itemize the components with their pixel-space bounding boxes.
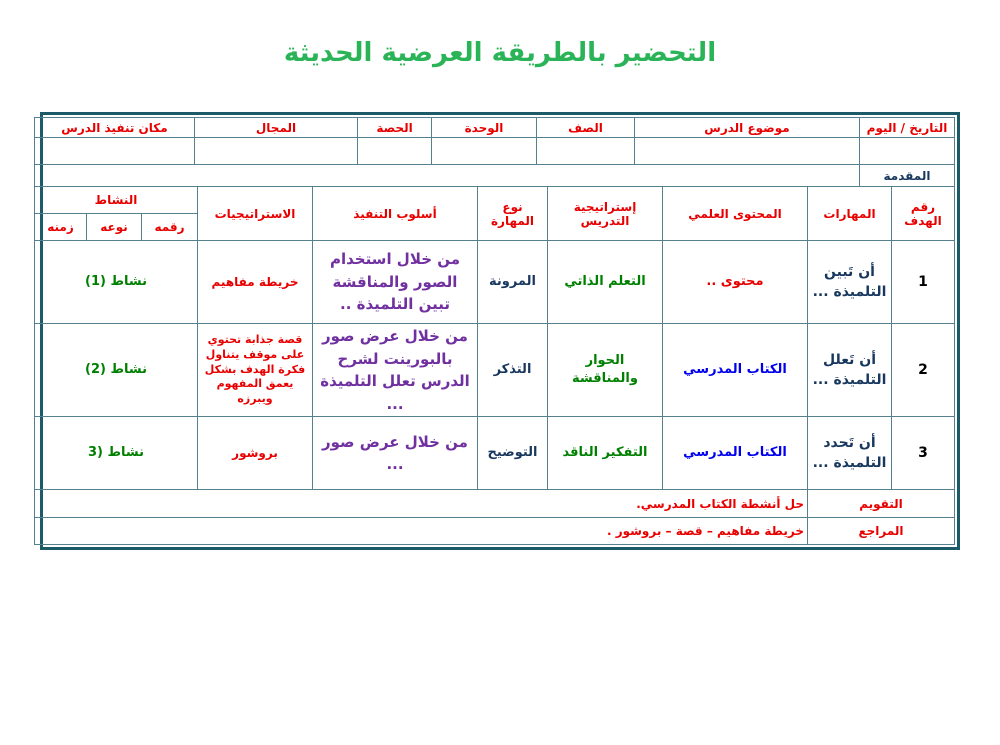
references-row xyxy=(35,518,955,545)
goal-number-cell: 3 xyxy=(892,417,955,490)
execution-method-cell: من خلال عرض صور ... xyxy=(313,417,478,490)
execution-method-cell: من خلال استخدام الصور والمناقشة تبين التلميذة .. xyxy=(313,241,478,324)
period-header: الحصة xyxy=(358,118,432,138)
activity-cell: نشاط (1) xyxy=(34,241,197,324)
place-header: مكان تنفيذ الدرس xyxy=(35,118,195,138)
scientific-content-cell: الكتاب المدرسي xyxy=(663,324,808,417)
introduction-row xyxy=(35,165,955,187)
scientific-content-header: المحتوى العلمي xyxy=(663,187,808,241)
lesson-subject-value xyxy=(635,138,860,165)
page-title: التحضير بالطريقة العرضية الحديثة xyxy=(283,38,717,68)
goal-number-header: رقم الهدف xyxy=(892,187,955,241)
unit-value xyxy=(432,138,537,165)
goals-header-row xyxy=(34,187,954,214)
unit-header: الوحدة xyxy=(432,118,537,138)
skill-type-cell: المرونة xyxy=(478,241,548,324)
activity-time-header: زمنه xyxy=(34,214,86,241)
references-value: خريطة مفاهيم – قصة – بروشور . xyxy=(35,518,808,545)
strategies-cell: خريطة مفاهيم xyxy=(198,241,313,324)
goal-row-1 xyxy=(34,241,954,324)
goal-row-3 xyxy=(34,417,954,490)
execution-method-header: أسلوب التنفيذ xyxy=(313,187,478,241)
scientific-content-cell: محتوى .. xyxy=(663,241,808,324)
field-value xyxy=(195,138,358,165)
activity-group-header: النشاط xyxy=(34,187,197,214)
activity-cell: نشاط (3 xyxy=(34,417,197,490)
lesson-subject-header: موضوع الدرس xyxy=(635,118,860,138)
goal-row-2 xyxy=(34,324,954,417)
activity-cell: نشاط (2) xyxy=(34,324,197,417)
date-day-value xyxy=(860,138,955,165)
lesson-plan-table-frame xyxy=(40,112,960,550)
introduction-label: المقدمة xyxy=(860,165,955,187)
references-label: المراجع xyxy=(808,518,955,545)
goal-number-cell: 1 xyxy=(892,241,955,324)
skill-type-cell: التذكر xyxy=(478,324,548,417)
strategies-header: الاستراتيجيات xyxy=(198,187,313,241)
class-header: الصف xyxy=(537,118,635,138)
activity-type-header: نوعه xyxy=(87,214,142,241)
teaching-strategy-cell: التعلم الذاتي xyxy=(548,241,663,324)
teaching-strategy-cell: التفكير الناقد xyxy=(548,417,663,490)
info-header-table xyxy=(34,117,955,187)
skills-cell: أن تَحدد التلميذة ... xyxy=(808,417,892,490)
skill-type-header: نوع المهارة xyxy=(478,187,548,241)
teaching-strategy-cell: الحوار والمناقشة xyxy=(548,324,663,417)
date-day-header: التاريخ / اليوم xyxy=(860,118,955,138)
strategies-cell: بروشور xyxy=(198,417,313,490)
field-header: المجال xyxy=(195,118,358,138)
footer-table xyxy=(34,489,955,545)
skill-type-cell: التوضيح xyxy=(478,417,548,490)
execution-method-cell: من خلال عرض صور بالبورينت لشرح الدرس تعلل التلميذة ... xyxy=(313,324,478,417)
goal-number-cell: 2 xyxy=(892,324,955,417)
evaluation-label: التقويم xyxy=(808,490,955,518)
period-value xyxy=(358,138,432,165)
evaluation-row xyxy=(35,490,955,518)
skills-cell: أن تَعلل التلميذة ... xyxy=(808,324,892,417)
strategies-cell: قصة جذابة تحتوي على موقف يتناول فكرة الهدف بشكل يعمق المفهوم ويبرزه xyxy=(198,324,313,417)
teaching-strategy-header: إستراتيجية التدريس xyxy=(548,187,663,241)
goals-table xyxy=(34,186,955,490)
place-value xyxy=(35,138,195,165)
info-header-label-row xyxy=(35,118,955,138)
class-value xyxy=(537,138,635,165)
introduction-value xyxy=(35,165,860,187)
scientific-content-cell: الكتاب المدرسي xyxy=(663,417,808,490)
evaluation-value: حل أنشطة الكتاب المدرسي. xyxy=(35,490,808,518)
skills-cell: أن تَبين التلميذة ... xyxy=(808,241,892,324)
skills-header: المهارات xyxy=(808,187,892,241)
info-header-value-row xyxy=(35,138,955,165)
activity-number-header: رقمه xyxy=(142,214,198,241)
